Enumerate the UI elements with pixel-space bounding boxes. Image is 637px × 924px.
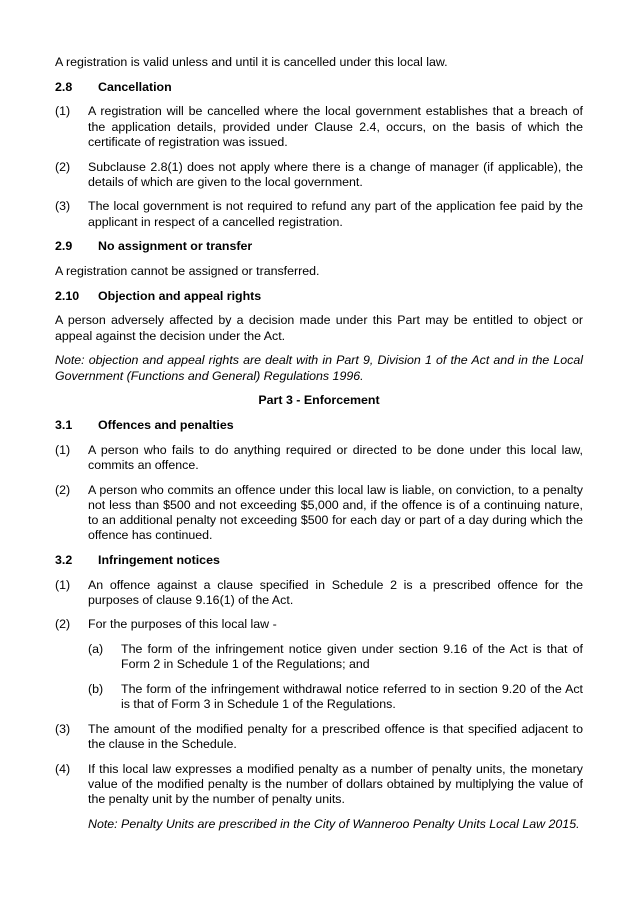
document-body	[55, 55, 583, 832]
clause-number: (3)	[55, 199, 71, 214]
section-title: Offences and penalties	[98, 417, 234, 432]
section-title: Objection and appeal rights	[98, 288, 262, 303]
clause-number: (1)	[55, 577, 71, 592]
section-2-10-text: A person adversely affected by a decision made under this Part may be entitled to object or appeal against the decision under the Act.	[55, 313, 583, 343]
section-3-2-note: Note: Penalty Units are prescribed in the City of Wanneroo Penalty Units Local Law 2015.	[88, 817, 580, 832]
clause-2-8-2	[55, 160, 583, 190]
section-number: 3.1	[55, 417, 73, 432]
subclause-3-2-2-b	[88, 682, 583, 712]
clause-number: (3)	[55, 722, 71, 736]
clause-3-1-2	[55, 483, 583, 544]
clause-3-2-3	[55, 722, 583, 752]
clause-number: (1)	[55, 442, 71, 457]
section-number: 2.9	[55, 239, 73, 254]
subclause-text: The form of the infringement withdrawal notice referred to in section 9.20 of the Act is that of Form 3 in Schedule 1 of the Regulations.	[121, 682, 583, 712]
intro-paragraph: A registration is valid unless and until it is cancelled under this local law.	[55, 55, 448, 69]
clause-text: A person who fails to do anything required or directed to be done under this local law, commits an offence.	[88, 442, 583, 472]
clause-3-1-1	[55, 443, 583, 473]
clause-number: (1)	[55, 104, 71, 119]
clause-number: (2)	[55, 159, 71, 174]
subclause-text: The form of the infringement notice given under section 9.16 of the Act is that of Form 2 in Schedule 1 of the Regulations; and	[121, 642, 583, 672]
clause-text: The amount of the modified penalty for a prescribed offence is that specified adjacent to the clause in the Schedule.	[88, 722, 583, 752]
section-heading-2-10	[55, 289, 583, 304]
part-heading: Part 3 - Enforcement	[258, 393, 380, 408]
section-number: 2.8	[55, 79, 73, 94]
section-heading-2-8	[55, 80, 583, 95]
clause-text: If this local law expresses a modified penalty as a number of penalty units, the monetary value of the modified penalty is the number of dollars obtained by multiplying the value of the penalty unit by the number of penalty units.	[88, 761, 583, 807]
clause-2-8-1	[55, 104, 583, 150]
clause-text: An offence against a clause specified in Schedule 2 is a prescribed offence for the purposes of clause 9.16(1) of the Act.	[88, 577, 583, 607]
section-2-10-note: Note: objection and appeal rights are dealt with in Part 9, Division 1 of the Act and in the Local Government (Functions and General) Regulations 1996.	[55, 353, 583, 383]
clause-3-2-1	[55, 578, 583, 608]
clause-number: (2)	[55, 482, 71, 497]
clause-text: For the purposes of this local law -	[88, 617, 277, 632]
section-2-9-text: A registration cannot be assigned or transferred.	[55, 264, 320, 279]
clause-text: Subclause 2.8(1) does not apply where there is a change of manager (if applicable), the details of which are given to the local government.	[88, 159, 583, 189]
clause-3-2-4	[55, 762, 583, 808]
clause-number: (4)	[55, 761, 71, 776]
section-heading-2-9	[55, 239, 583, 254]
section-number: 2.10	[55, 288, 80, 303]
section-heading-3-1	[55, 418, 583, 433]
section-title: Infringement notices	[98, 552, 220, 567]
section-number: 3.2	[55, 552, 73, 567]
clause-text: A registration will be cancelled where the local government establishes that a breach of the application details, provided under Clause 2.4, occurs, on the basis of which the certificate of registration was issued.	[88, 104, 583, 149]
section-heading-3-2	[55, 553, 583, 568]
clause-2-8-3	[55, 199, 583, 229]
clause-3-2-2	[55, 617, 583, 632]
clause-text: A person who commits an offence under this local law is liable, on conviction, to a penalty not less than $500 and not exceeding $5,000 and, if the offence is of a continuing nature, to an additional penalty not exceeding $500 for each day or part of a day during which the offence has continued.	[88, 482, 583, 543]
clause-text: The local government is not required to refund any part of the application fee paid by the applicant in respect of a cancelled registration.	[88, 199, 583, 229]
clause-number: (2)	[55, 617, 71, 632]
section-title: Cancellation	[98, 79, 172, 94]
subclause-number: (b)	[88, 682, 104, 697]
section-title: No assignment or transfer	[98, 239, 253, 254]
subclause-3-2-2-a	[88, 642, 583, 672]
subclause-number: (a)	[88, 642, 104, 657]
